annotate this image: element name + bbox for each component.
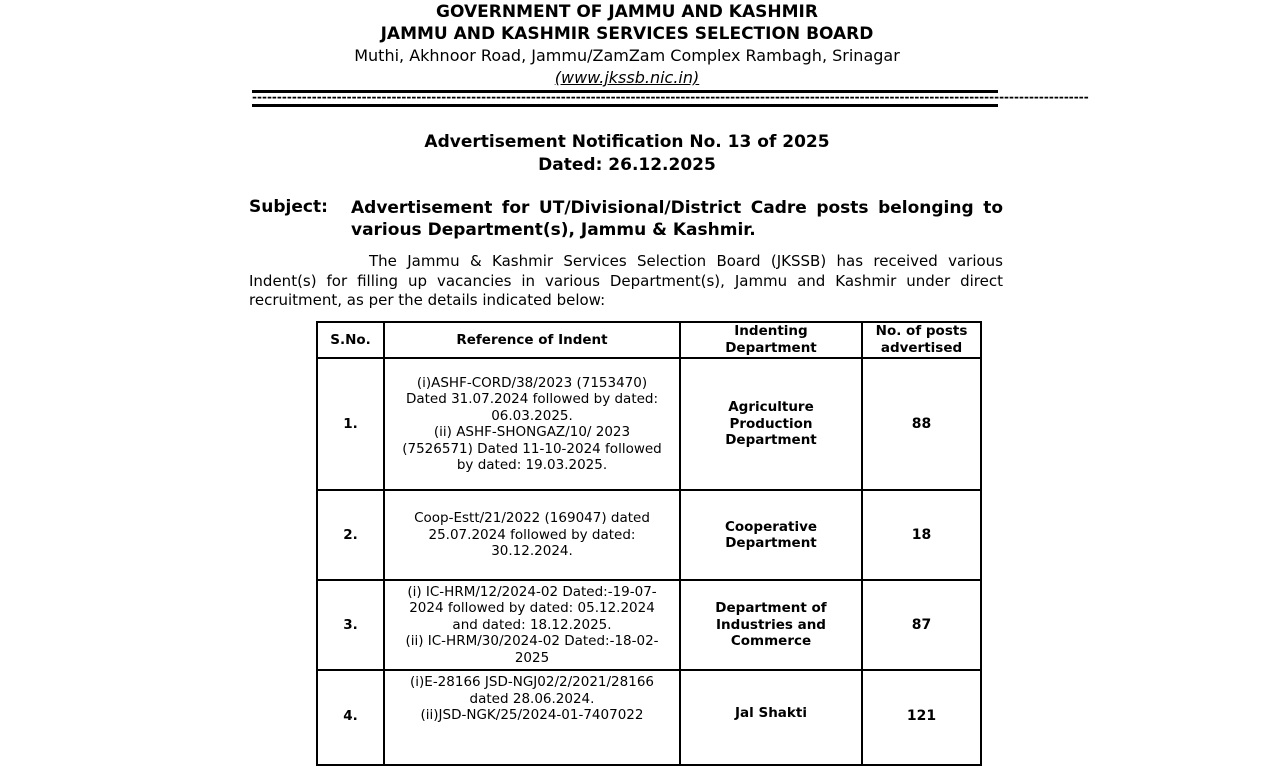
header-sno: S.No. [317,322,384,358]
notification-title: Advertisement Notification No. 13 of 2025 [424,132,830,152]
table-row [317,670,981,765]
row-posts-text: 121 [906,708,937,724]
header-reference: Reference of Indent [384,322,680,358]
row-department-text: Jal Shakti [735,705,807,721]
reference-line: 06.03.2025. [491,407,573,424]
header-department: Indenting Department [680,322,862,358]
subject-text: Advertisement for UT/Divisional/District Cadre posts belonging to various Department(s), Jammu & Kashmir. [351,198,1003,240]
reference-line: 30.12.2024. [491,543,573,560]
header-dashed-separator: ------------------------------------------------------------------------------------------------------------------------------------------------------------------------ [252,90,1089,104]
board-address: Muthi, Akhnoor Road, Jammu/ZamZam Complex Rambagh, Srinagar [354,46,900,65]
reference-line: Dated 31.07.2024 followed by dated: [405,391,659,407]
row-department: Agriculture Production Department [680,358,862,490]
row-sno: 1. [317,358,384,490]
table-row [317,490,981,580]
government-heading: GOVERNMENT OF JAMMU AND KASHMIR [436,2,818,22]
row-posts: 87 [862,580,981,670]
row-sno: 2. [317,490,384,580]
reference-line: 25.07.2024 followed by dated: [428,526,636,543]
reference-line: 2024 followed by dated: 05.12.2024 [409,600,655,617]
row-sno [317,670,384,765]
reference-line: (7526571) Dated 11-10-2024 followed [402,440,662,457]
row-reference [384,580,680,670]
notification-date: Dated: 26.12.2025 [538,155,716,175]
reference-line: (i) IC-HRM/12/2024-02 Dated:-19-07- [407,583,657,600]
reference-line: and dated: 18.12.2025. [452,616,612,633]
row-posts: 88 [862,358,981,490]
row-posts: 18 [862,490,981,580]
row-reference [384,490,680,580]
row-reference [384,670,680,765]
table-row [317,580,981,670]
row-reference [384,358,680,490]
reference-line: (ii)JSD-NGK/25/2024-01-7407022 [420,707,644,723]
reference-line: Coop-Estt/21/2022 (169047) dated [414,510,650,527]
reference-line: by dated: 19.03.2025. [456,457,608,473]
board-heading: JAMMU AND KASHMIR SERVICES SELECTION BOARD [380,24,874,44]
row-sno: 3. [317,580,384,670]
reference-line: (ii) IC-HRM/30/2024-02 Dated:-18-02- [405,633,659,650]
reference-line: 2025 [514,649,550,666]
website-link[interactable]: (www.jkssb.nic.in) [554,68,700,87]
intro-paragraph: The Jammu & Kashmir Services Selection Board (JKSSB) has received various Indent(s) for filling up vacancies in various Department(s), Jammu and Kashmir under direct recruitment, as per the details indicated below: [249,252,1003,309]
reference-line: dated 28.06.2024. [469,690,595,707]
row-department [680,670,862,765]
row-department: Department of Industries and Commerce [680,580,862,670]
header-rule-bottom [252,104,998,107]
subject-label: Subject: [249,197,328,217]
reference-line: (ii) ASHF-SHONGAZ/10/ 2023 [433,424,631,440]
indent-table [316,321,982,766]
row-posts [862,670,981,765]
table-row [317,358,981,490]
reference-line: (i)E-28166 JSD-NGJ02/2/2021/28166 [410,674,654,690]
row-department: Cooperative Department [680,490,862,580]
reference-line: (i)ASHF-CORD/38/2023 (7153470) [416,374,648,391]
header-posts: No. of posts advertised [862,322,981,358]
table-header-row [317,322,981,358]
row-sno-text: 4. [343,708,358,724]
